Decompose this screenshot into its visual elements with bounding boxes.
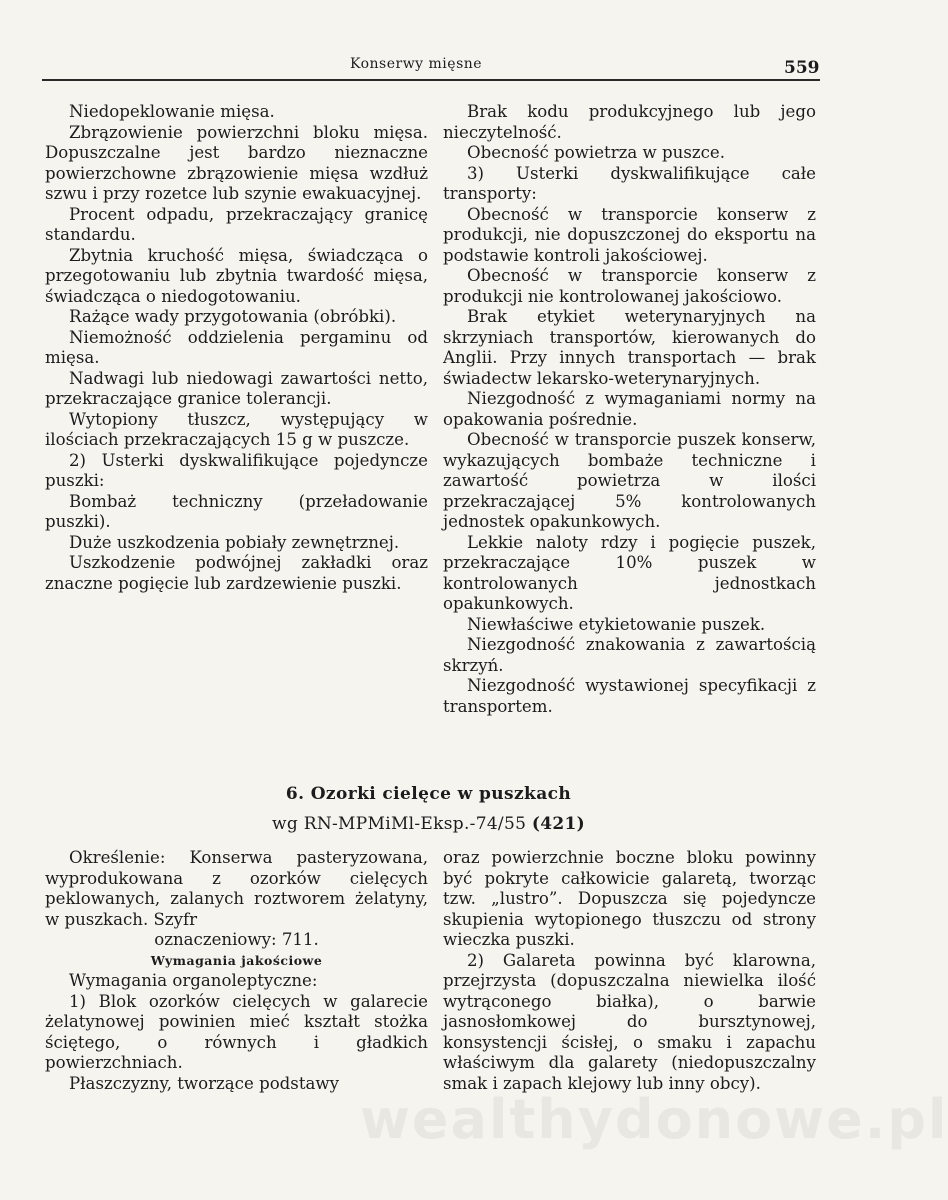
- paragraph: 2) Usterki dyskwalifikujące pojedyncze puszki:: [45, 450, 428, 490]
- header-divider: [42, 79, 820, 81]
- section-reference: [0, 814, 857, 834]
- paragraph: Wytopiony tłuszcz, występujący w ilościach przekraczających 15 g w puszcze.: [45, 409, 428, 449]
- paragraph: Zbytnia kruchość mięsa, świadcząca o przegotowaniu lub zbytnia twardość mięsa, świadcząca o niedogotowaniu.: [45, 245, 428, 306]
- paragraph: Obecność w transporcie konserw z produkcji nie kontrolowanej jakościowo.: [443, 266, 816, 306]
- watermark: wealthydonowe.pl: [360, 1088, 948, 1151]
- paragraph: Niewłaściwe etykietowanie puszek.: [467, 614, 766, 634]
- section-ref-number: (421): [531, 814, 585, 834]
- left-column-2: [45, 848, 428, 1094]
- left-column: [45, 102, 428, 594]
- paragraph: 2) Galareta powinna być klarowna, przejrzysta (dopuszczalna niewielka ilość wytrąconego białka), o barwie jasnosłomkowej do bursztynowej, konsystencji ścisłej, o smaku i zapachu właściwym dla galarety (niedopuszczalny smak i zapach klejowy lub inny obcy).: [443, 950, 816, 1093]
- right-column-2: [443, 848, 816, 1094]
- paragraph: Brak etykiet weterynaryjnych na skrzyniach transportów, kierowanych do Anglii. Przy innych transportach — brak świadectw lekarsko-weterynaryjnych.: [443, 307, 816, 388]
- paragraph: Duże uszkodzenia pobiały zewnętrznej.: [69, 532, 400, 552]
- paragraph: Zbrązowienie powierzchni bloku mięsa. Dopuszczalne jest bardzo nieznaczne powierzchowne zbrązowienie mięsa wzdłuż szwu i przy rozetce lub szynie ewakuacyjnej.: [45, 122, 428, 203]
- paragraph: Rażące wady przygotowania (obróbki).: [69, 307, 397, 326]
- paragraph: Bombaż techniczny (przeładowanie puszki).: [45, 491, 428, 531]
- paragraph: Lekkie naloty rdzy i pogięcie puszek, przekraczające 10% puszek w kontrolowanych jednostkach opakunkowych.: [443, 532, 816, 613]
- paragraph: Niezgodność z wymaganiami normy na opakowania pośrednie.: [443, 389, 816, 429]
- product-code: oznaczeniowy: 711.: [154, 930, 319, 949]
- paragraph: Niemożność oddzielenia pergaminu od mięsa.: [45, 327, 428, 367]
- running-header: Konserwy mięsne: [350, 56, 483, 72]
- section-title: 6. Ozorki cielęce w puszkach: [285, 784, 572, 804]
- paragraph: 3) Usterki dyskwalifikujące całe transporty:: [443, 163, 816, 203]
- paragraph: Niezgodność znakowania z zawartością skrzyń.: [443, 635, 816, 675]
- page-number: 559: [784, 58, 820, 78]
- paragraph: 1) Blok ozorków cielęcych w galarecie żelatynowej powinien mieć kształt stożka ściętego, o równych i gładkich powierzchniach.: [45, 991, 428, 1072]
- paragraph: Niedopeklowanie mięsa.: [69, 102, 275, 121]
- subheading: Wymagania jakościowe: [150, 952, 323, 968]
- paragraph: Obecność powietrza w puszce.: [467, 143, 725, 162]
- definition: Określenie: Konserwa pasteryzowana, wyprodukowana z ozorków cielęcych peklowanych, zalanych roztworem żelatyny, w puszkach. Szyfr: [45, 848, 428, 929]
- paragraph: oraz powierzchnie boczne bloku powinny być pokryte całkowicie galaretą, tworząc tzw. „lustro”. Dopuszcza się pojedyncze skupienia wytopionego tłuszczu od strony wieczka puszki.: [443, 848, 816, 949]
- section-ref-text: wg RN-MPMiMl-Eksp.-74/55: [272, 814, 527, 834]
- paragraph: Obecność w transporcie puszek konserw, wykazujących bombaże techniczne i zawartość powietrza w ilości przekraczającej 5% kontrolowanych jednostek opakunkowych.: [443, 430, 816, 531]
- paragraph: Brak kodu produkcyjnego lub jego nieczytelność.: [443, 102, 816, 142]
- paragraph: Obecność w transporcie konserw z produkcji, nie dopuszczonej do eksportu na podstawie kontroli jakościowej.: [443, 204, 816, 265]
- paragraph: Nadwagi lub niedowagi zawartości netto, przekraczające granice tolerancji.: [45, 368, 428, 408]
- paragraph: Uszkodzenie podwójnej zakładki oraz znaczne pogięcie lub zardzewienie puszki.: [45, 553, 428, 593]
- paragraph: Wymagania organoleptyczne:: [69, 971, 318, 990]
- right-column: [443, 102, 816, 717]
- paragraph: Płaszczyzny, tworzące podstawy: [69, 1073, 339, 1093]
- paragraph: Niezgodność wystawionej specyfikacji z transportem.: [443, 676, 816, 716]
- paragraph: Procent odpadu, przekraczający granicę standardu.: [45, 204, 428, 244]
